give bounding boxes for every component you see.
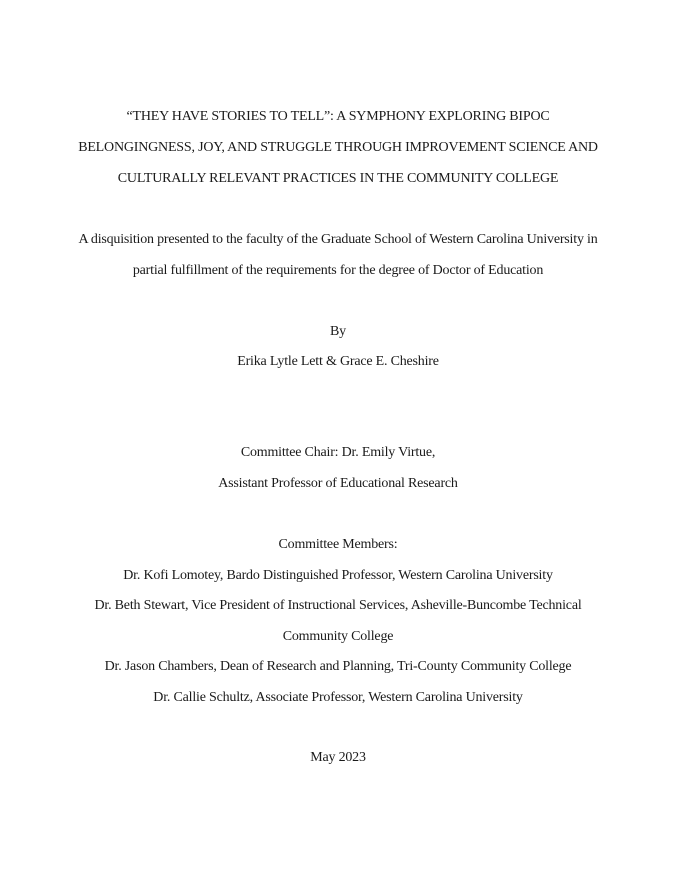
committee-member-3: Dr. Jason Chambers, Dean of Research and Planning, Tri-County Community College xyxy=(104,659,572,674)
title-line-1: “THEY HAVE STORIES TO TELL”: A SYMPHONY EXPLORING BIPOC xyxy=(126,109,550,124)
committee-member-1: Dr. Kofi Lomotey, Bardo Distinguished Professor, Western Carolina University xyxy=(123,568,553,583)
authors: Erika Lytle Lett & Grace E. Cheshire xyxy=(237,354,439,369)
committee-member-2: Dr. Beth Stewart, Vice President of Instructional Services, Asheville-Buncombe Technical xyxy=(94,598,582,613)
submission-date: May 2023 xyxy=(310,750,366,765)
title-line-2: BELONGINGNESS, JOY, AND STRUGGLE THROUGH IMPROVEMENT SCIENCE AND xyxy=(78,140,598,155)
title-line-3: CULTURALLY RELEVANT PRACTICES IN THE COMMUNITY COLLEGE xyxy=(117,171,559,186)
committee-member-2-continued: Community College xyxy=(282,629,394,644)
by-label: By xyxy=(330,324,346,339)
committee-chair-title: Assistant Professor of Educational Research xyxy=(218,476,458,491)
committee-chair: Committee Chair: Dr. Emily Virtue, xyxy=(240,445,436,460)
committee-member-4: Dr. Callie Schultz, Associate Professor, Western Carolina University xyxy=(153,690,523,705)
committee-members-heading: Committee Members: xyxy=(278,537,398,552)
statement-line-1: A disquisition presented to the faculty of the Graduate School of Western Carolina University in xyxy=(78,232,598,247)
statement-line-2: partial fulfillment of the requirements for the degree of Doctor of Education xyxy=(132,263,544,278)
